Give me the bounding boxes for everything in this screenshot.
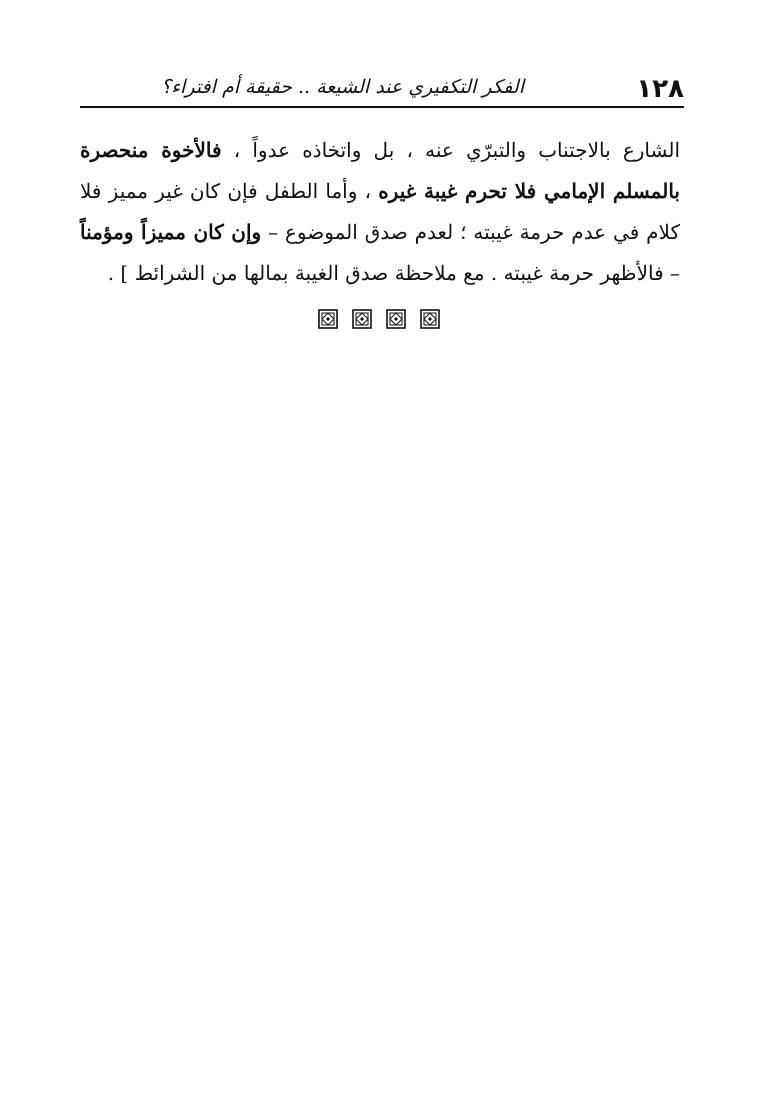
paragraph — [80, 130, 680, 294]
header-rule — [80, 106, 684, 108]
ornament-icon — [386, 309, 406, 329]
body-text — [80, 130, 680, 294]
bold-text-segment: وإن كان مميزاً ومؤمناً — [80, 220, 262, 244]
ornament-icon — [420, 309, 440, 329]
text-segment: ، وأما الطفل فإن كان غير مميز فلا كلام في عدم حرمة غيبته ؛ لعدم صدق الموضوع – — [80, 179, 680, 244]
text-segment: – فالأظهر حرمة غيبته . مع ملاحظة صدق الغيبة بمالها من الشرائط ] . — [107, 261, 680, 285]
page-number: ١٢٨ — [636, 74, 684, 104]
text-segment: الشارع بالاجتناب والتبرّي عنه ، بل واتخاذه عدواً ، — [221, 138, 681, 162]
ornament-icon — [318, 309, 338, 329]
ornament-icon — [352, 309, 372, 329]
section-ornaments — [318, 309, 440, 331]
running-title: الفكر التكفيري عند الشيعة .. حقيقة أم افتراء؟ — [161, 76, 524, 98]
bold-text-segment: فالأخوة منحصرة بالمسلم الإمامي فلا تحرم غيبة غيره — [80, 138, 680, 203]
page-header — [80, 72, 684, 106]
